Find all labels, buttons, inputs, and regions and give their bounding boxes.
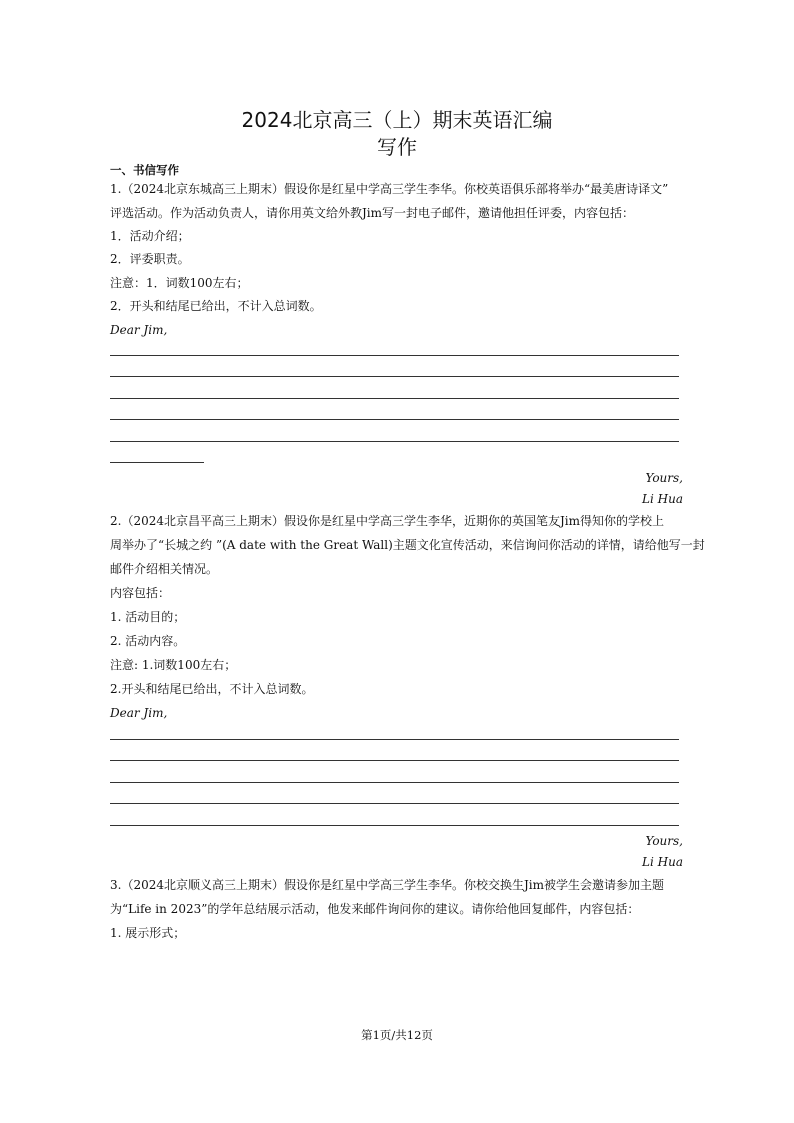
q2-answer-line [110,803,679,804]
q1-content-item-1: 1．活动介绍； [110,229,190,243]
q3-content-item-1: 1. 展示形式； [110,926,186,940]
section-heading: 一、书信写作 [110,163,179,177]
q1-answer-line [110,419,679,420]
q2-note-2: 2.开头和结尾已给出，不计入总词数。 [110,682,314,696]
q2-greeting: Dear Jim, [110,706,168,720]
q2-note-1: 注意: 1.词数100左右； [110,658,237,672]
q2-answer-line [110,782,679,783]
q1-prompt-line-1: 1.（2024北京东城高三上期末）假设你是红星中学高三学生李华。你校英语俱乐部将举办“最美唐诗译文” [110,182,669,196]
q1-note-2: 2．开头和结尾已给出，不计入总词数。 [110,299,322,313]
q1-greeting: Dear Jim, [110,323,168,337]
q2-prompt-line-3: 邮件介绍相关情况。 [110,562,219,576]
q1-note-1: 注意：1．词数100左右； [110,276,249,290]
q1-answer-line [110,376,679,377]
q1-closing: Yours, [645,471,683,485]
q3-prompt-line-2: 为“Life in 2023”的学年总结展示活动，他发来邮件询问你的建议。请你给他回复邮件，内容包括： [110,902,640,916]
document-title: 2024北京高三（上）期末英语汇编 [241,108,553,132]
q2-answer-line [110,739,679,740]
q2-content-item-2: 2. 活动内容。 [110,634,186,648]
q3-prompt-line-1: 3.（2024北京顺义高三上期末）假设你是红星中学高三学生李华。你校交换生Jim被学生会邀请参加主题 [110,878,665,892]
q1-content-item-2: 2．评委职责。 [110,252,190,266]
q1-answer-line [110,398,679,399]
q1-answer-line [110,441,679,442]
q2-signature: Li Hua [642,855,683,869]
q2-content-item-1: 1. 活动目的； [110,610,186,624]
q1-signature: Li Hua [642,492,683,506]
document-subtitle: 写作 [377,135,417,159]
q2-prompt-line-1: 2.（2024北京昌平高三上期末）假设你是红星中学高三学生李华，近期你的英国笔友Jim得知你的学校上 [110,514,665,528]
q1-answer-line-short [110,462,204,463]
q2-closing: Yours, [645,834,683,848]
q2-answer-line [110,760,679,761]
q1-prompt-line-2: 评选活动。作为活动负责人，请你用英文给外教Jim写一封电子邮件，邀请他担任评委，内容包括： [110,206,635,220]
q2-content-label: 内容包括： [110,586,171,600]
q2-prompt-line-2: 周举办了“长城之约 ”(A date with the Great Wall)主题文化宣传活动，来信询问你活动的详情，请给他写一封 [110,538,705,552]
q1-answer-line [110,355,679,356]
page-number: 第1页/共12页 [361,1028,433,1042]
q2-answer-line [110,825,679,826]
